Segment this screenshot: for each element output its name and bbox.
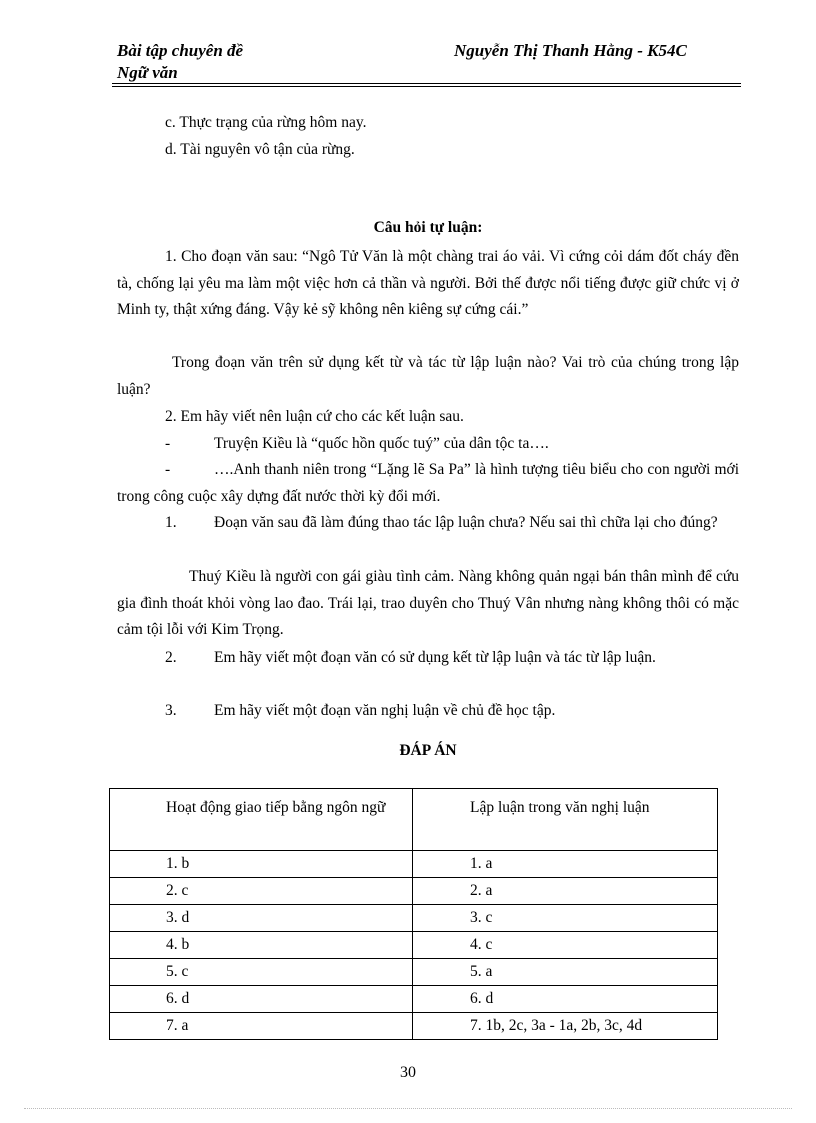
question-1-intro: 1. Cho đoạn văn sau: “Ngô Tử Văn là một chàng trai áo vải. Vì cứng cỏi dám đốt cháy đền tà, chống lại yêu ma làm một việc hơn cả thần và người. Bởi thế được nổi tiếng được giữ chức vị ở Minh ty, thật xứng đáng. Vậy kẻ sỹ không nên kiêng sự cứng cái.” (117, 248, 739, 318)
dash-bullet-2: - (165, 461, 171, 478)
answer-cell: 7. 1b, 2c, 3a - 1a, 2b, 3c, 4d (470, 1017, 643, 1034)
table-row (110, 932, 718, 959)
question-2: 2. Em hãy viết nên luận cứ cho các kết luận sau. (165, 408, 464, 425)
item-3-number: 3. (165, 702, 177, 719)
page-bottom-border (24, 1108, 792, 1109)
question-1-question: Trong đoạn văn trên sử dụng kết từ và tác từ lập luận nào? Vai trò của chúng trong lập luận? (117, 354, 739, 398)
sample-passage: Thuý Kiều là người con gái giàu tình cảm. Nàng không quản ngại bán thân mình để cứu gia đình thoát khỏi vòng lao đao. Trái lại, trao duyên cho Thuý Vân nhưng nàng không thôi có mặc cảm tội lỗi với Kim Trọng. (117, 568, 739, 638)
answer-cell: 7. a (166, 1017, 189, 1034)
answer-col2-header: Lập luận trong văn nghị luận (470, 799, 650, 816)
essay-title: Câu hỏi tự luận: (373, 219, 483, 236)
answer-table (109, 788, 718, 1040)
header-subject-line2: Ngữ văn (117, 63, 178, 82)
answer-cell: 2. c (166, 882, 189, 899)
answer-cell: 3. d (166, 909, 190, 926)
table-row (110, 1013, 718, 1040)
answer-cell: 1. a (470, 855, 493, 872)
header-rule-bottom (112, 86, 741, 87)
answer-cell: 3. c (470, 909, 493, 926)
answer-col1-header: Hoạt động giao tiếp bằng ngôn ngữ (166, 799, 386, 816)
answer-cell: 1. b (166, 855, 190, 872)
table-row (110, 905, 718, 932)
table-row (110, 959, 718, 986)
answer-table-header (110, 789, 718, 851)
answer-cell: 2. a (470, 882, 493, 899)
option-d: d. Tài nguyên vô tận của rừng. (165, 141, 355, 158)
item-2-text: Em hãy viết một đoạn văn có sử dụng kết từ lập luận và tác từ lập luận. (214, 649, 656, 666)
header-author: Nguyễn Thị Thanh Hằng - K54C (454, 41, 687, 60)
table-row (110, 986, 718, 1013)
page-number: 30 (400, 1064, 416, 1081)
dash-item-1: Truyện Kiều là “quốc hồn quốc tuý” của dân tộc ta…. (214, 435, 549, 452)
item-1-number: 1. (165, 514, 177, 531)
answer-cell: 6. d (166, 990, 190, 1007)
item-2-number: 2. (165, 649, 177, 666)
header-subject-line1: Bài tập chuyên đề (117, 41, 244, 60)
header-rule-top (112, 83, 741, 84)
option-c: c. Thực trạng của rừng hôm nay. (165, 114, 367, 131)
table-row (110, 851, 718, 878)
answer-cell: 4. c (470, 936, 493, 953)
table-row (110, 878, 718, 905)
item-1-text: Đoạn văn sau đã làm đúng thao tác lập luận chưa? Nếu sai thì chữa lại cho đúng? (214, 514, 718, 531)
answers-title: ĐÁP ÁN (399, 742, 457, 759)
answer-cell: 5. a (470, 963, 493, 980)
answer-cell: 6. d (470, 990, 494, 1007)
dash-bullet-1: - (165, 435, 171, 452)
item-3-text: Em hãy viết một đoạn văn nghị luận về chủ đề học tập. (214, 702, 556, 719)
answer-cell: 5. c (166, 963, 189, 980)
header-subject (117, 40, 243, 84)
dash-item-2: ….Anh thanh niên trong “Lặng lẽ Sa Pa” là hình tượng tiêu biểu cho con người mới trong công cuộc xây dựng đất nước thời kỳ đổi mới. (117, 461, 739, 505)
answer-cell: 4. b (166, 936, 190, 953)
